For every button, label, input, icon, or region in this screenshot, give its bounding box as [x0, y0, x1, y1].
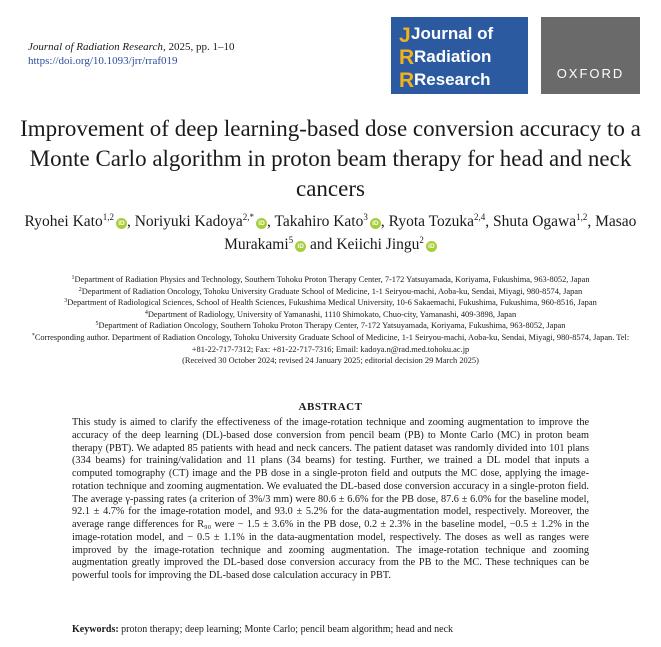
- author-separator: ,: [380, 213, 389, 230]
- svg-text:R: R: [399, 46, 415, 69]
- author: [336, 236, 437, 253]
- affiliation-text: Department of Radiation Oncology, Southern Tohoku Proton Therapy Center, 7-172 Yatsuyamada, Koriyama, Fukushima, 963-8052, Japan: [98, 321, 566, 331]
- svg-text:R: R: [399, 69, 415, 92]
- journal-citation-block: [28, 40, 234, 68]
- keywords-list: proton therapy; deep learning; Monte Carlo; pencil beam algorithm; head and neck: [121, 624, 454, 635]
- author-affiliation-mark: 1,2: [576, 212, 588, 222]
- orcid-icon[interactable]: iD: [370, 218, 381, 229]
- author-name: Masao Murakami: [224, 213, 637, 253]
- author-name: Keiichi Jingu: [336, 236, 420, 253]
- orcid-icon[interactable]: iD: [426, 241, 437, 252]
- keywords: [72, 624, 589, 636]
- affiliation-text: Department of Radiology, University of Yamanashi, 1110 Shimokato, Chuo-city, Yamanashi, 409-3898, Japan: [147, 309, 517, 319]
- logo-line-2: Radiation: [414, 47, 492, 66]
- orcid-icon[interactable]: iD: [256, 218, 267, 229]
- author-name: Takahiro Kato: [274, 213, 364, 230]
- affiliation-item: [30, 274, 631, 286]
- affiliations: [30, 274, 631, 367]
- keywords-label: Keywords:: [72, 624, 119, 635]
- author-separator: and: [306, 236, 337, 253]
- author-affiliation-mark: 2: [419, 235, 424, 245]
- author-affiliation-mark: 3: [363, 212, 368, 222]
- received-history: (Received 30 October 2024; revised 24 January 2025; editorial decision 29 March 2025): [182, 356, 479, 366]
- paper-title: Improvement of deep learning-based dose conversion accuracy to a Monte Carlo algorithm in proton beam therapy for head and neck cancers: [20, 116, 641, 201]
- affiliation-number: 3: [64, 298, 68, 305]
- affiliation-item: [30, 320, 631, 332]
- affiliation-number: 1: [71, 275, 75, 281]
- affiliation-list: [30, 274, 631, 332]
- author: [493, 213, 587, 230]
- journal-pages: , 2025, pp. 1–10: [162, 41, 235, 53]
- abstract-heading: ABSTRACT: [298, 401, 363, 413]
- logo-line-1: Journal of: [411, 24, 494, 43]
- corresponding-marker: *: [31, 332, 35, 339]
- affiliation-item: [30, 309, 631, 321]
- affiliation-number: 5: [95, 321, 99, 328]
- author-affiliation-mark: 2,4: [474, 212, 486, 222]
- journal-citation: [28, 40, 234, 54]
- publisher-logo: [541, 17, 640, 94]
- author: [135, 213, 267, 230]
- author-separator: ,: [267, 213, 275, 230]
- author: [25, 213, 127, 230]
- author-affiliation-mark: 5: [288, 235, 294, 245]
- affiliation-number: 4: [144, 309, 148, 316]
- author: [389, 213, 486, 230]
- author-separator: ,: [485, 213, 494, 230]
- publisher-name: OXFORD: [556, 66, 625, 81]
- author-separator: ,: [587, 213, 596, 230]
- logo-line-3: Research: [414, 70, 491, 89]
- author-affiliation-mark: 1,2: [102, 212, 114, 222]
- affiliation-text: Department of Radiation Physics and Technology, Southern Tohoku Proton Therapy Center, 7-172 Yatsuyamada, Koriyama, Fukushima, 963-8052, Japan: [74, 275, 590, 284]
- author-separator: ,: [126, 213, 135, 230]
- author-name: Ryota Tozuka: [388, 213, 475, 230]
- author-list: [20, 210, 641, 256]
- svg-text:J: J: [399, 24, 411, 47]
- orcid-icon[interactable]: iD: [116, 218, 127, 229]
- affiliation-text: Department of Radiological Sciences, School of Health Sciences, Fukushima Medical University, 10-6 Sakaemachi, Fukushima, Fukushima, 960-8516, Japan: [67, 298, 597, 308]
- author-affiliation-mark: 2,*: [242, 212, 255, 222]
- affiliation-item: [30, 297, 631, 309]
- affiliation-text: Department of Radiation Oncology, Tohoku University Graduate School of Medicine, 1-1 Seiryou-machi, Aoba-ku, Sendai, Miyagi, 980-8574, Japan: [81, 286, 583, 296]
- corresponding-author: [30, 332, 631, 355]
- affiliation-item: [30, 286, 631, 298]
- author-name: Noriyuki Kadoya: [134, 213, 243, 230]
- author-name: Ryohei Kato: [24, 213, 103, 230]
- orcid-icon[interactable]: iD: [295, 241, 306, 252]
- journal-name: Journal of Radiation Research: [28, 41, 163, 53]
- journal-logo-text: [391, 17, 528, 94]
- abstract-text: This study is aimed to clarify the effectiveness of the image-rotation technique and zooming augmentation to improve the accuracy of the deep learning (DL)-based dose conversion from pencil beam (PB) to Monte Carlo (MC) in proton beam therapy (PBT). We adapted 85 patients with head and neck cancers. The patient dataset was randomly divided into 101 plans (334 beams) for training/validation and 11 plans (34 beams) for testing. Further, we trained a DL model that inputs a computed tomography (CT) image and the PB dose in a single-proton field and outputs the MC dose, applying the image-rotation technique and zooming augmentation. We evaluated the DL-based dose conversion accuracy in a single-proton field. The average γ-passing rates (a criterion of 3%/3 mm) were 80.6 ± 6.6% for the PB dose, 87.6 ± 6.0% for the baseline model, 92.1 ± 4.7% for the image-rotation model, and 93.0 ± 5.2% for the data-augmentation model, respectively. Moreover, the average range differences for R₉₀ were − 1.5 ± 3.6% in the PB dose, 0.2 ± 2.3% in the baseline model, −0.5 ± 1.2% in the image-rotation model, and − 0.5 ± 1.1% in the data-augmentation model, respectively. The doses as well as ranges were improved by the image-rotation technique and zooming augmentation. The image-rotation technique and zooming augmentation greatly improved the DL-based dose conversion accuracy from the PB to the MC. These techniques can be powerful tools for improving the DL-based dose calculation accuracy in PBT.: [72, 417, 589, 581]
- journal-logo: [391, 17, 528, 94]
- author-name: Shuta Ogawa: [493, 213, 577, 230]
- doi-link[interactable]: https://doi.org/10.1093/jrr/rraf019: [28, 55, 178, 67]
- author: [275, 213, 381, 230]
- corresponding-text: Corresponding author. Department of Radiation Oncology, Tohoku University Graduate School of Medicine, 1-1 Seiryou-machi, Aoba-ku, Sendai, Miyagi, 980-8574, Japan. Tel: +81-22-717-7312; Fax: +81-22-717-7316; Email: kadoya.n@rad.med.tohoku.ac.jp: [34, 332, 630, 354]
- affiliation-number: 2: [78, 286, 82, 293]
